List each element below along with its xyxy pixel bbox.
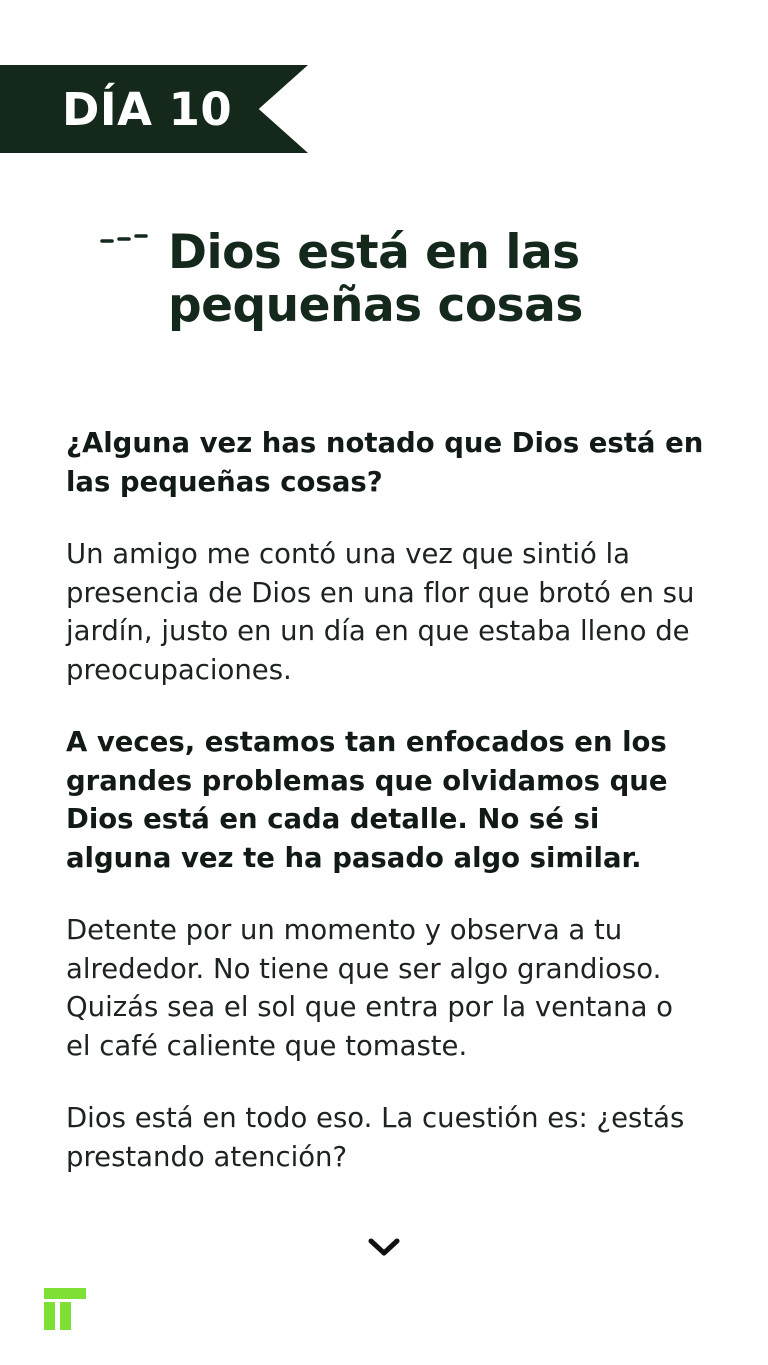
paragraph-5: Dios está en todo eso. La cuestión es: ¿estás prestando atención?	[66, 1102, 685, 1173]
devotional-content	[66, 424, 706, 1176]
page-title: Dios está en las pequeñas cosas	[168, 225, 583, 334]
day-banner	[0, 65, 308, 153]
chevron-down-icon[interactable]	[367, 1236, 401, 1258]
scroll-down-control[interactable]	[0, 1236, 768, 1258]
title-block	[0, 196, 768, 364]
paragraph-1: ¿Alguna vez has notado que Dios está en las pequeñas cosas?	[66, 427, 704, 498]
paragraph-3: A veces, estamos tan enfocados en los grandes problemas que olvidamos que Dios está en cada detalle. No sé si alguna vez te ha pasado algo similar.	[66, 726, 668, 874]
paragraph-4: Detente por un momento y observa a tu alrededor. No tiene que ser algo grandioso. Quizás sea el sol que entra por la ventana o el café caliente que tomaste.	[66, 914, 673, 1062]
day-label: DÍA 10	[62, 82, 233, 136]
dashed-line-icon	[100, 230, 156, 249]
brand-logo-icon	[44, 1288, 86, 1330]
paragraph-2: Un amigo me contó una vez que sintió la presencia de Dios en una flor que brotó en su jardín, justo en un día en que estaba lleno de preocupaciones.	[66, 538, 695, 686]
